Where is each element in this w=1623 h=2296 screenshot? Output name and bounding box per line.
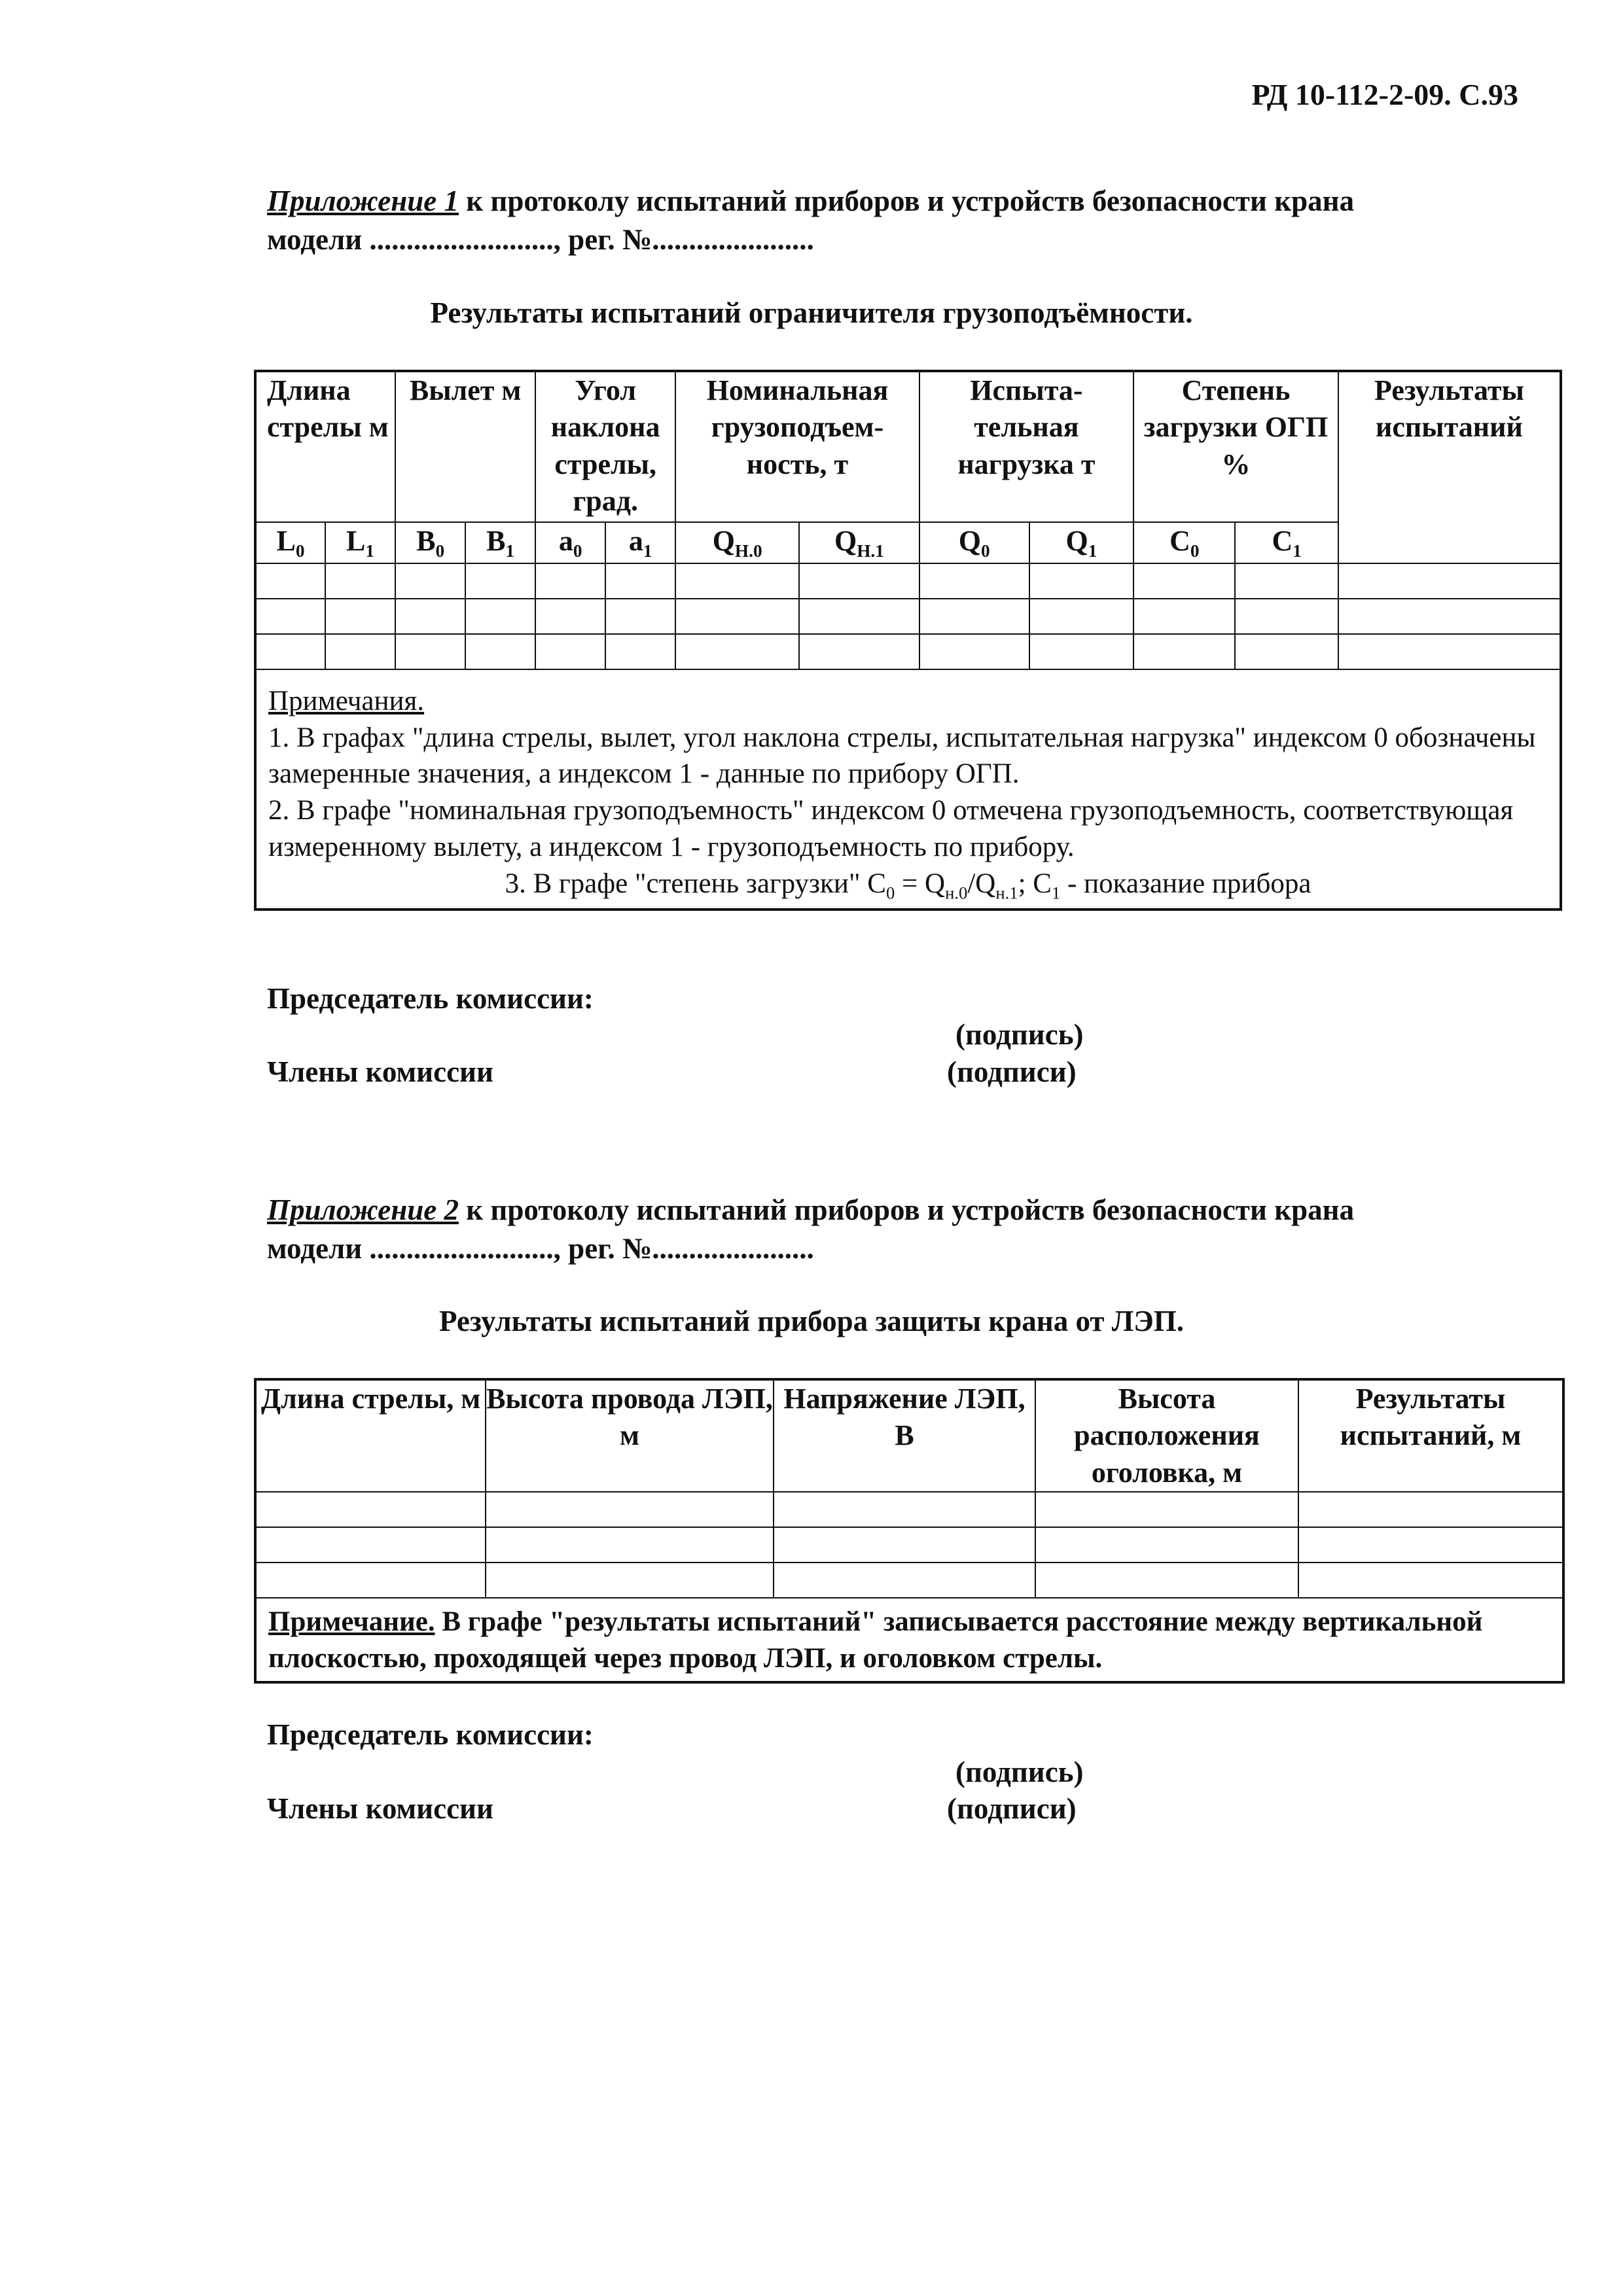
notes-cell: [255, 1598, 1563, 1682]
table-cell[interactable]: [605, 599, 675, 634]
table-cell[interactable]: [919, 634, 1029, 669]
note-text: В графе "результаты испытаний" записывается расстояние между вертикальной плоскостью, проходящей через провод ЛЭП, и оголовком стрелы.: [268, 1606, 1483, 1674]
table-cell[interactable]: [799, 563, 919, 599]
subcolumn-header: $L_0$: [255, 522, 325, 563]
table-cell[interactable]: [1029, 599, 1134, 634]
subcolumn-header: $Q_1$: [1029, 522, 1134, 563]
power-line-protection-table: [254, 1378, 1565, 1684]
page-reference: РД 10-112-2-09. С.93: [1251, 78, 1518, 111]
table-cell[interactable]: [465, 599, 535, 634]
table-cell[interactable]: [1298, 1563, 1563, 1598]
table-cell[interactable]: [325, 634, 395, 669]
appendix-1-title-line2: модели ........................., рег. №......................: [267, 223, 814, 256]
chairman-label: Председатель комиссии:: [267, 1718, 594, 1751]
table-row: [255, 563, 1561, 599]
table-cell[interactable]: [395, 599, 465, 634]
table-cell[interactable]: [1235, 634, 1338, 669]
table-row: [255, 634, 1561, 669]
table-row: [255, 599, 1561, 634]
table-cell[interactable]: [1133, 563, 1235, 599]
table-cell[interactable]: [774, 1492, 1035, 1527]
table-row: [255, 1527, 1563, 1563]
table-cell[interactable]: [465, 634, 535, 669]
table-cell[interactable]: [255, 1492, 486, 1527]
subcolumn-header: $B_0$: [395, 522, 465, 563]
section-2-title: Результаты испытаний прибора защиты крана от ЛЭП.: [438, 1305, 1185, 1337]
appendix-1-title-text: к протоколу испытаний приборов и устройств безопасности крана: [458, 185, 1355, 217]
table-cell[interactable]: [1298, 1492, 1563, 1527]
signature-label: (подпись): [955, 1018, 1084, 1051]
table-row: [255, 1492, 1563, 1527]
table-cell[interactable]: [774, 1563, 1035, 1598]
subcolumn-header: $C_0$: [1133, 522, 1235, 563]
table-cell[interactable]: [799, 599, 919, 634]
members-label: Члены комиссии: [267, 1792, 493, 1825]
table-cell[interactable]: [486, 1563, 774, 1598]
signature-label: (подпись): [955, 1756, 1084, 1788]
subcolumn-header: $L_1$: [325, 522, 395, 563]
column-header: Длина стрелы м: [255, 371, 395, 522]
table-cell[interactable]: [535, 634, 605, 669]
chairman-label: Председатель комиссии:: [267, 982, 594, 1015]
appendix-2-title: [267, 1191, 1530, 1269]
table-cell[interactable]: [1029, 563, 1134, 599]
notes-cell: [255, 669, 1561, 910]
table-cell[interactable]: [1133, 634, 1235, 669]
table-cell[interactable]: [255, 1527, 486, 1563]
signatures-label: (подписи): [947, 1792, 1077, 1825]
table-cell[interactable]: [255, 1563, 486, 1598]
table-cell[interactable]: [919, 599, 1029, 634]
subcolumn-header: $a_0$: [535, 522, 605, 563]
table-cell[interactable]: [1235, 563, 1338, 599]
table-cell[interactable]: [774, 1527, 1035, 1563]
table-cell[interactable]: [325, 599, 395, 634]
load-limiter-results-table: [254, 370, 1562, 911]
appendix-2-title-line2: модели ........................., рег. №......................: [267, 1232, 814, 1265]
subcolumn-header: $Q_{Н.0}$: [675, 522, 799, 563]
table-cell[interactable]: [325, 563, 395, 599]
table-cell[interactable]: [1035, 1563, 1298, 1598]
table-cell[interactable]: [255, 599, 325, 634]
subcolumn-header: $B_1$: [465, 522, 535, 563]
appendix-1-title: [267, 182, 1530, 260]
table-cell[interactable]: [395, 634, 465, 669]
table-cell[interactable]: [465, 563, 535, 599]
table-cell[interactable]: [395, 563, 465, 599]
table-row: [255, 1563, 1563, 1598]
signatures-label: (подписи): [947, 1055, 1077, 1088]
notes-heading: Примечания.: [268, 685, 425, 716]
note-label: Примечание.: [268, 1606, 435, 1637]
table-cell[interactable]: [675, 599, 799, 634]
column-header: Испыта-тельная нагрузка т: [919, 371, 1133, 522]
table-cell[interactable]: [1035, 1527, 1298, 1563]
subcolumn-header: $Q_{Н.1}$: [799, 522, 919, 563]
subcolumn-header: $Q_0$: [919, 522, 1029, 563]
notes-row: [255, 669, 1561, 910]
table-header-row: [255, 371, 1561, 522]
table-cell[interactable]: [1133, 599, 1235, 634]
table-cell[interactable]: [255, 634, 325, 669]
table-cell[interactable]: [535, 599, 605, 634]
note-2: 2. В графе "номинальная грузоподъемность" индексом 0 отмечена грузоподъемность, соответствующая измеренному вылету, а индексом 1 - грузоподъемность по прибору.: [268, 795, 1514, 863]
column-header: Номинальная грузоподъем-ность, т: [675, 371, 919, 522]
table-cell[interactable]: [486, 1492, 774, 1527]
column-header: Вылет м: [395, 371, 535, 522]
note-3: 3. В графе "степень загрузки" $C_0 = Q_{н.0}/Q_{н.1}$; $C_1$ - показание прибора: [505, 868, 1311, 903]
table-cell[interactable]: [675, 634, 799, 669]
members-label: Члены комиссии: [267, 1055, 493, 1088]
column-header: Высота провода ЛЭП, м: [486, 1379, 774, 1492]
table-cell[interactable]: [1298, 1527, 1563, 1563]
column-header: Степень загрузки ОГП %: [1133, 371, 1338, 522]
table-cell[interactable]: [1338, 634, 1561, 669]
subcolumn-header: $C_1$: [1235, 522, 1338, 563]
subcolumn-header: $a_1$: [605, 522, 675, 563]
table-cell[interactable]: [486, 1527, 774, 1563]
section-1-title: Результаты испытаний ограничителя грузоподъёмности.: [430, 296, 1193, 329]
column-header: Высота расположения оголовка, м: [1035, 1379, 1298, 1492]
table-cell[interactable]: [605, 634, 675, 669]
table-cell[interactable]: [1235, 599, 1338, 634]
table-header-row: [255, 1379, 1563, 1492]
table-cell[interactable]: [1338, 599, 1561, 634]
appendix-2-title-text: к протоколу испытаний приборов и устройств безопасности крана: [458, 1193, 1355, 1226]
table-cell[interactable]: [255, 563, 325, 599]
note-1: 1. В графах "длина стрелы, вылет, угол наклона стрелы, испытательная нагрузка" индексом 0 обозначены замеренные значения, а индексом 1 - данные по прибору ОГП.: [268, 722, 1536, 790]
table-cell[interactable]: [799, 634, 919, 669]
column-header: Угол наклона стрелы, град.: [535, 371, 675, 522]
table-cell[interactable]: [1035, 1492, 1298, 1527]
table-cell[interactable]: [675, 563, 799, 599]
table-cell[interactable]: [919, 563, 1029, 599]
column-header: Длина стрелы, м: [255, 1379, 486, 1492]
column-header: Результаты испытаний: [1338, 371, 1561, 563]
table-cell[interactable]: [605, 563, 675, 599]
table-cell[interactable]: [1338, 563, 1561, 599]
table-cell[interactable]: [535, 563, 605, 599]
column-header: Напряжение ЛЭП, В: [774, 1379, 1035, 1492]
appendix-2-label: Приложение 2: [267, 1193, 459, 1226]
table-cell[interactable]: [1029, 634, 1134, 669]
column-header: Результаты испытаний, м: [1298, 1379, 1563, 1492]
appendix-1-label: Приложение 1: [267, 185, 459, 217]
notes-row: [255, 1598, 1563, 1682]
